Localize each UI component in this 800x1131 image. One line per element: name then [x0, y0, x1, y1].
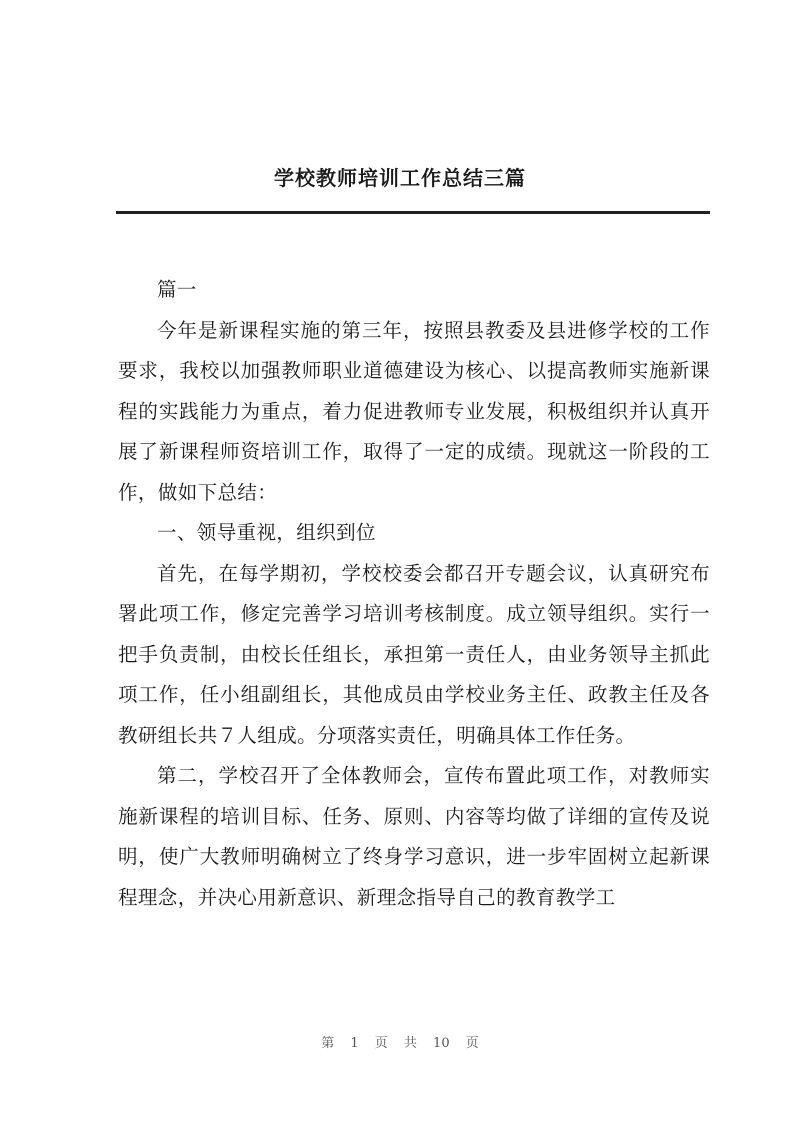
paragraph-intro: 今年是新课程实施的第三年，按照县教委及县进修学校的工作要求，我校以加强教师职业道德建设为核心、以提高教师实施新课程的实践能力为重点，着力促进教师专业发展，积极组织并认真开展了新课程师资培训工作，取得了一定的成绩。现就这一阶段的工作，做如下总结： — [118, 318, 710, 504]
title-divider — [116, 211, 710, 214]
document-body — [118, 270, 710, 918]
section-label: 篇一 — [157, 278, 197, 301]
paragraph-second: 第二，学校召开了全体教师会，宣传布置此项工作，对教师实施新课程的培训目标、任务、原则、内容等均做了详细的宣传及说明，使广大教师明确树立了终身学习意识，进一步牢固树立起新课程理念，并决心用新意识、新理念指导自己的教育教学工 — [118, 764, 710, 909]
document-title: 学校教师培训工作总结三篇 — [274, 166, 526, 190]
paragraph-first: 首先，在每学期初，学校校委会都召开专题会议，认真研究布署此项工作，修定完善学习培训考核制度。成立领导组织。实行一把手负责制，由校长任组长，承担第一责任人，由业务领导主抓此项工作，任小组副组长，其他成员由学校业务主任、政教主任及各教研组长共７人组成。分项落实责任，明确具体工作任务。 — [118, 561, 710, 747]
page-number-footer: 第 1 页 共 10 页 — [321, 1036, 479, 1051]
subheading-leadership: 一、领导重视，组织到位 — [157, 521, 376, 544]
